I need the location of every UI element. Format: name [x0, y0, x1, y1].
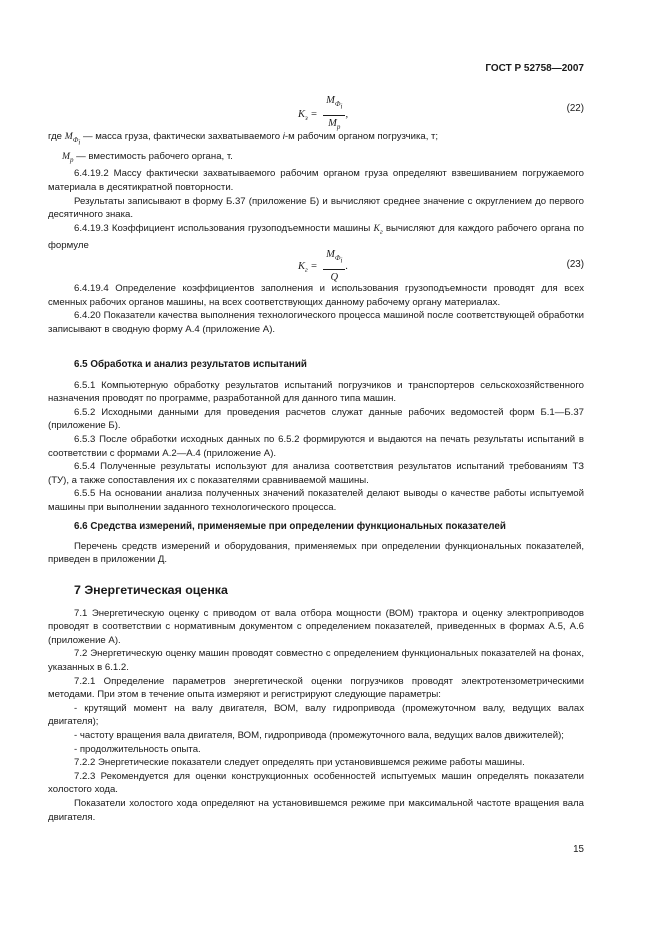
- para-7-2-2: 7.2.2 Энергетические показатели следует определять при установившемся режиме работы машины.: [74, 757, 525, 769]
- para-6-5-5: 6.5.5 На основании анализа полученных значений показателей делают выводы о качестве работы испытуемой машины при выполнении заданного технологического процесса.: [48, 488, 584, 513]
- para-7-2-3: 7.2.3 Рекомендуется для оценки конструкционных особенностей испытуемых машин определять показатели холостого хода.: [48, 770, 584, 796]
- definitions: [48, 130, 584, 253]
- para-6-4-19-3: 6.4.19.3 Коэффициент использования грузоподъемности машины $K_г$ вычисляют для каждого рабочего органа по формуле: [48, 222, 584, 252]
- definition-1: где $M_{Ф_i}$ — масса груза, фактически захватываемого i-м рабочим органом погрузчика, т;: [48, 131, 439, 147]
- formula-22-body: $K_з$ = $\frac{M_{Ф_i}}{M_р}$ ,: [298, 94, 348, 135]
- para-6-4-19-2: 6.4.19.2 Массу фактически захватываемого рабочим органом груза определяют взвешиванием погружаемого материала в десятикратной повторности.: [48, 168, 584, 193]
- para-6-4-20: 6.4.20 Показатели качества выполнения технологического процесса машиной после соответствующей обработки записывают в сводную форму А.4 (приложение А).: [48, 310, 584, 335]
- heading-7: 7 Энергетическая оценка: [74, 583, 228, 597]
- heading-6-5: 6.5 Обработка и анализ результатов испытаний: [74, 359, 307, 370]
- para-7-2-1: 7.2.1 Определение параметров энергетической оценки погрузчиков проводят электротензометрическими методами. При этом в течение опыта измеряют и регистрируют следующие параметры:: [48, 675, 584, 701]
- para-idle: Показатели холостого хода определяют на установившемся режиме при максимальной частоте вращения вала двигателя.: [48, 797, 584, 823]
- list-item-torque: - крутящий момент на валу двигателя, ВОМ, валу гидропривода (промежуточном валу, ведущих валах двигателя);: [48, 702, 584, 728]
- para-6-4-19-4: 6.4.19.4 Определение коэффициентов заполнения и использования грузоподъемности проводят для всех сменных рабочих органов машины, на всех соответствующих данному рабочему органу материалах.: [48, 283, 584, 308]
- formula-23-body: $K_г$ = $\frac{M_{Ф_i}}{Q}$ .: [298, 249, 349, 284]
- para-6-5-3: 6.5.3 После обработки исходных данных по 6.5.2 формируются и выдаются на печать результаты испытаний в соответствии с формами А.2—А.4 (приложение А).: [48, 433, 584, 459]
- formula-23-fraction: $\frac{M_{Ф_i}}{Q}$: [323, 248, 345, 285]
- para-7-1: 7.1 Энергетическую оценку с приводом от вала отбора мощности (ВОМ) трактора и оценку электроприводов проводят в соответствии с нормативным документом с определением показателей, приведенных в формах А.5, А.6 (приложение А).: [48, 607, 584, 646]
- standard-header: ГОСТ Р 52758—2007: [485, 63, 584, 74]
- formula-22: [48, 92, 584, 132]
- para-6-5-2: 6.5.2 Исходными данными для проведения расчетов служат данные рабочих ведомостей форм Б.1—Б.37 (приложение Б).: [48, 406, 584, 432]
- para-6-6: Перечень средств измерений и оборудования, применяемых при определении функциональных показателей, приведен в приложении Д.: [48, 540, 584, 566]
- section-7: [48, 584, 584, 824]
- heading-6-6: 6.6 Средства измерений, применяемые при определении функциональных показателей: [74, 521, 506, 532]
- para-results: Результаты записывают в форму Б.37 (приложение Б) и вычисляют среднее значение с округлением до первого десятичного знака.: [48, 195, 584, 221]
- page-number: 15: [573, 844, 584, 855]
- section-6-5: [48, 358, 584, 515]
- formula-22-fraction: $\frac{M_{Ф_i}}{M_р}$: [323, 94, 345, 135]
- list-item-rotation-speed: - частоту вращения вала двигателя, ВОМ, гидропривода (промежуточного вала, ведущих валов движителей);: [74, 729, 564, 741]
- section-6-4-tail: [48, 282, 584, 336]
- para-6-5-1: 6.5.1 Компьютерную обработку результатов испытаний погрузчиков и транспортеров сельскохозяйственного назначения проводят по программе, разработанной для данного типа машин.: [48, 379, 584, 405]
- formula-23: [48, 246, 584, 284]
- formula-23-number: (23): [566, 259, 584, 270]
- formula-22-number: (22): [566, 103, 584, 114]
- document-page: [48, 0, 584, 935]
- para-7-2: 7.2 Энергетическую оценку машин проводят совместно с определением функциональных показателей на фонах, указанных в 6.1.2.: [48, 648, 584, 673]
- section-6-6: [48, 520, 584, 567]
- definition-2: $M_р$ — вместимость рабочего органа, т.: [62, 150, 233, 164]
- para-6-5-4: 6.5.4 Полученные результаты используют для анализа соответствия результатов испытаний требованиям ТЗ (ТУ), а также сопоставления их с показателями сравниваемой машины.: [48, 461, 584, 486]
- list-item-duration: - продолжительность опыта.: [74, 743, 201, 755]
